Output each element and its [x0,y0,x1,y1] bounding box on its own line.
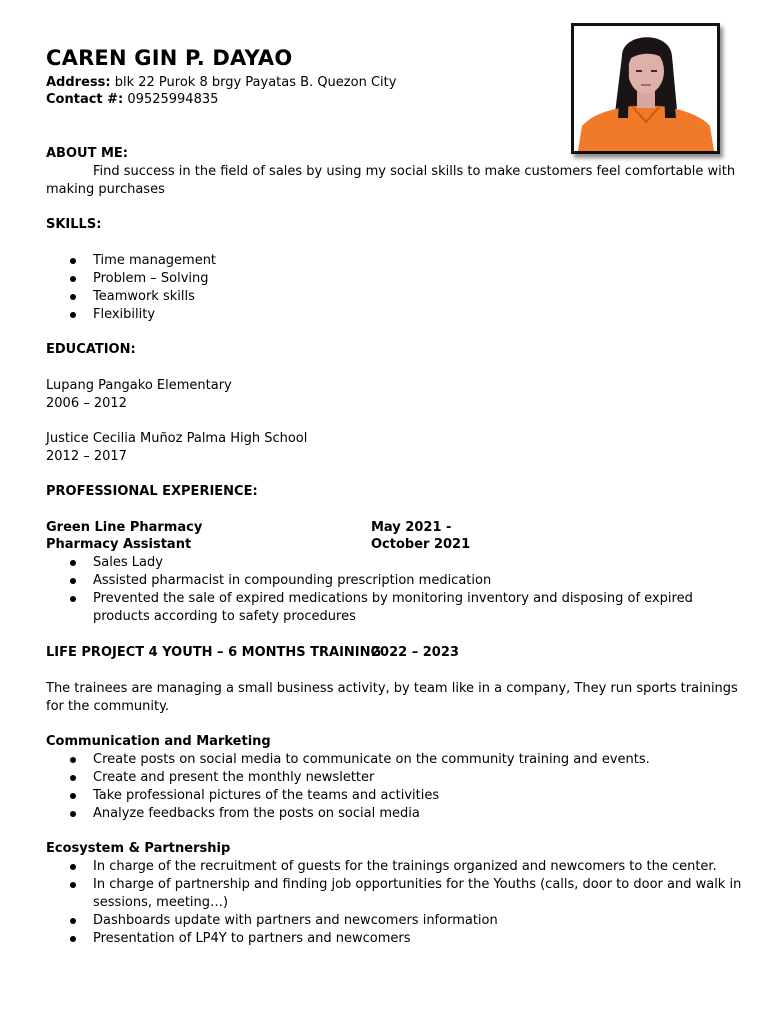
about-text-line-2: making purchases [46,182,165,197]
profile-photo [571,23,720,154]
education-heading: EDUCATION: [46,342,136,357]
bullet-icon [70,775,76,781]
project-description-line-2: for the community. [46,699,170,714]
contact-value: 09525994835 [127,92,219,107]
address-label: Address: [46,75,111,90]
bullet-icon [70,882,76,888]
address-value: blk 22 Purok 8 brgy Payatas B. Quezon City [114,75,397,90]
bullet-icon [70,560,76,566]
bullet-icon [70,596,76,602]
bullet-icon [70,312,76,318]
job-duties-list [46,554,693,626]
project-title: LIFE PROJECT 4 YOUTH – 6 MONTHS TRAINING [46,645,382,660]
bullet-icon [70,918,76,924]
bullet-icon [70,294,76,300]
communication-list [46,751,650,823]
list-item: Take professional pictures of the teams and activities [46,787,650,805]
education-school-1: Lupang Pangako Elementary [46,378,232,393]
list-item: Teamwork skills [46,288,216,306]
skills-heading: SKILLS: [46,217,102,232]
education-years-2: 2012 – 2017 [46,449,127,464]
ecosystem-list [46,858,741,948]
bullet-icon [70,578,76,584]
communication-heading: Communication and Marketing [46,734,271,749]
education-school-2: Justice Cecilia Muñoz Palma High School [46,431,308,446]
list-item-continuation: sessions, meeting…) [93,895,229,910]
list-item: Analyze feedbacks from the posts on social media [46,805,650,823]
bullet-icon [70,793,76,799]
contact-label: Contact #: [46,92,124,107]
list-item: Assisted pharmacist in compounding prescription medication [46,572,693,590]
list-item: Create and present the monthly newsletter [46,769,650,787]
list-item: Presentation of LP4Y to partners and newcomers [46,930,741,948]
address-line [46,74,396,92]
skills-list [46,252,216,324]
ecosystem-heading: Ecosystem & Partnership [46,841,231,856]
list-item: Flexibility [46,306,216,324]
list-item: In charge of the recruitment of guests for the trainings organized and newcomers to the center. [46,858,741,876]
about-text-line-1: Find success in the field of sales by using my social skills to make customers feel comfortable with [93,164,736,179]
job-position: Pharmacy Assistant [46,537,192,552]
applicant-name: CAREN GIN P. DAYAO [46,46,293,70]
bullet-icon [70,757,76,763]
education-years-1: 2006 – 2012 [46,396,127,411]
list-item: Prevented the sale of expired medications by monitoring inventory and disposing of expired [46,590,693,608]
bullet-icon [70,811,76,817]
list-item: Time management [46,252,216,270]
job-company: Green Line Pharmacy [46,520,203,535]
job-date-end: October 2021 [371,537,471,552]
experience-heading: PROFESSIONAL EXPERIENCE: [46,484,258,499]
contact-line [46,91,218,109]
about-heading: ABOUT ME: [46,146,128,161]
bullet-icon [70,258,76,264]
bullet-icon [70,864,76,870]
list-item: Create posts on social media to communicate on the community training and events. [46,751,650,769]
list-item: Dashboards update with partners and newcomers information [46,912,741,930]
list-item: In charge of partnership and finding job opportunities for the Youths (calls, door to door and walk in [46,876,741,894]
list-item: Problem – Solving [46,270,216,288]
profile-photo-icon [574,26,717,151]
list-item-continuation: products according to safety procedures [93,609,356,624]
bullet-icon [70,276,76,282]
project-description-line-1: The trainees are managing a small business activity, by team like in a company, They run sports trainings [46,681,738,696]
project-years: 2022 – 2023 [371,645,459,660]
list-item: Sales Lady [46,554,693,572]
job-date-start: May 2021 - [371,520,452,535]
bullet-icon [70,936,76,942]
